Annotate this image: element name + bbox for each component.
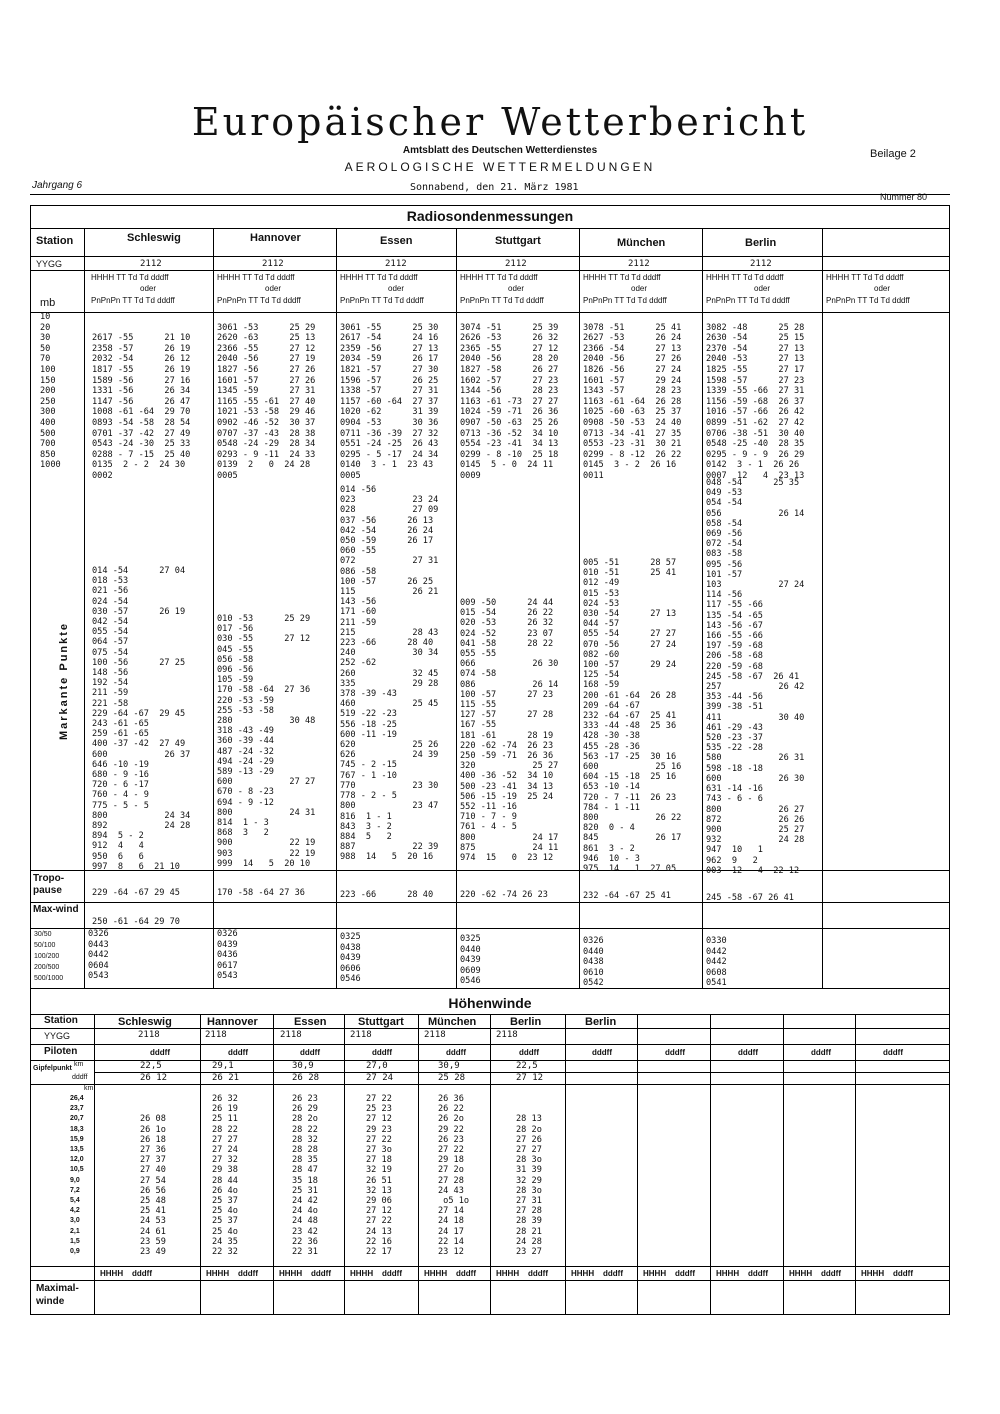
hw-max-hhhh: HHHH [206,1269,230,1278]
mark-data-essen: 014 -56 023 23 24 028 27 09 037 -56 26 13 042 -54 26 24 050 -59 26 17 060 -55 072 27 31 086 -58 100 -57 26 25 115 26 21 143 -56 171 -60 211 -59 215 28 43 223 -66 28 40 240 30 34 252 -62 260 32 45 335 29 28 378 -39 -43 460 25 45 519 -22 -23 556 -18 -25 600 -11 -19 620 25 26 626 24 39 745 - 2 -15 767 - 1 -10 770 23 30 778 - 2 - 5 800 23 47 816 1 - 1 843 3 - 2 884 5 2 887 22 39 988 14 5 20 16 [340,485,439,863]
hw-gipfel-km: 29,1 [212,1061,234,1071]
station-name: Essen [380,235,413,247]
hw-max-hhhh: HHHH [424,1269,448,1278]
station-name: Berlin [745,237,777,249]
hw-gipfel-dddff: 27 24 [366,1073,394,1083]
grid-line [456,228,457,988]
hw-winds-muenchen: 26 36 26 22 26 2o 29 22 26 23 27 22 29 18 27 2o 27 28 24 43 o5 1o 27 14 24 18 24 17 22 14 23 12 [438,1094,470,1258]
issue-date: Sonnabend, den 21. März 1981 [410,182,579,193]
hw-max-hhhh: HHHH [571,1269,595,1278]
hw-dddff: dddff [665,1048,685,1057]
pressure-levels: 10 20 30 50 70 100 150 200 250 300 400 500 700 850 1000 [40,312,61,471]
hw-station-name: Hannover [207,1016,258,1028]
grid-line [702,228,703,988]
hw-max-hhhh: HHHH [861,1269,885,1278]
station-data-essen: 3061 -55 25 30 2617 -54 24 16 2359 -56 27 13 2034 -59 26 17 1821 -57 27 30 1596 -57 26 25 1338 -57 27 31 1157 -60 -64 27 37 1020 -62 31 39 0904 -53 30 36 0711 -36 -39 27 32 0551 -24 -25 26 43 0295 - 5 -17 24 34 0140 3 - 1 23 43 0005 [340,322,439,481]
hw-station-name: Berlin [510,1016,542,1028]
hw-dddff: dddff [372,1048,392,1057]
mark-data-hannover: 010 -53 25 29 017 -56 030 -55 27 12 045 -55 056 -58 096 -56 105 -59 170 -58 -64 27 36 220 -53 -59 255 -53 -58 280 30 48 318 -43 -49 360 -39 -44 487 -24 -32 494 -24 -29 589 -13 -29 600 27 27 670 - 8 -23 694 - 9 -12 800 24 31 814 1 - 3 868 3 2 900 22 19 903 22 19 999 14 5 20 10 [217,614,316,869]
grid-line [30,902,950,903]
hw-winds-berlin: 28 13 28 2o 27 26 27 27 28 3o 31 39 32 29 28 3o 27 31 27 28 28 39 28 21 24 28 23 27 [516,1114,542,1258]
mb-label: mb [40,297,56,309]
tropo-essen: 223 -66 28 40 [340,890,434,900]
hw-piloten-label: Piloten [44,1046,78,1057]
hw-gipfel-km: 30,9 [438,1061,460,1071]
hw-max-dddff: dddff [382,1269,402,1278]
grid-line [637,1014,638,1314]
hw-dddff: dddff [519,1048,539,1057]
station-data-hannover: 3061 -53 25 29 2620 -63 25 13 2366 -55 27 12 2040 -56 27 19 1827 -56 27 26 1601 -57 27 26 1345 -59 27 31 1165 -55 -61 27 40 1021 -53 -58 29 46 0902 -46 -52 30 37 0707 -37 -43 28 38 0548 -24 -29 28 34 0293 - 9 -11 24 33 0139 2 0 24 28 0005 [217,322,316,481]
hw-yygg: 2118 [424,1030,446,1040]
grid-line [30,270,950,271]
grid-line [579,228,580,988]
hw-max-hhhh: HHHH [350,1269,374,1278]
hw-winds-schleswig: 26 08 26 1o 26 18 27 36 27 37 27 40 27 54 26 56 25 48 25 41 24 53 24 61 23 59 23 49 [140,1114,166,1258]
station-name: Schleswig [127,232,181,244]
hw-max-hhhh: HHHH [716,1269,740,1278]
grid-line [30,928,950,929]
hw-station-label: Station [44,1015,78,1026]
col-header-oder: oder [265,284,282,293]
hw-dddff: dddff [228,1048,248,1057]
hw-yygg: 2118 [350,1030,372,1040]
hw-gipfel-dddff: 26 28 [292,1073,320,1083]
grid-line [418,1014,419,1314]
grid-line [273,1014,274,1314]
hw-dddff: dddff [811,1048,831,1057]
hw-km-label: km [84,1085,94,1092]
hw-station-name: Stuttgart [358,1016,404,1028]
beilage-label: Beilage 2 [870,148,916,160]
radio-section-title: Radiosondenmessungen [406,208,574,224]
hw-winds-stuttgart: 27 22 25 23 27 12 29 23 27 22 27 3o 27 18 32 19 26 51 32 13 29 06 27 12 27 22 24 13 22 16 22 17 [366,1094,392,1258]
hw-dddff: dddff [883,1048,903,1057]
hw-km-label: km [74,1061,84,1068]
jahrgang-label: Jahrgang 6 [32,180,83,191]
yygg-value: 2112 [628,259,650,269]
yygg-value: 2112 [140,259,162,269]
hw-max-hhhh: HHHH [279,1269,303,1278]
hw-gipfel-km: 22,5 [516,1061,538,1071]
hw-max-dddff: dddff [311,1269,331,1278]
station-name: Hannover [250,232,301,244]
yygg-value: 2112 [262,259,284,269]
col-header-oder: oder [754,284,771,293]
tropo-muenchen: 232 -64 -67 25 41 [583,891,671,901]
grid-line [213,228,214,988]
hw-station-name: Berlin [585,1016,617,1028]
hw-gipfel-km: 30,9 [292,1061,314,1071]
hw-max-hhhh: HHHH [643,1269,667,1278]
col-header: HHHH TT Td Td dddff [460,273,538,282]
hw-gipfel-km: 22,5 [140,1061,162,1071]
hw-dddff: dddff [592,1048,612,1057]
hw-winds-essen: 26 23 26 29 28 2o 28 22 28 32 28 28 28 35 28 47 35 18 25 31 24 42 24 4o 24 48 23 42 22 36 22 31 [292,1094,318,1258]
station-label: Station [36,235,74,247]
hw-dddff: dddff [150,1048,170,1057]
col-header: PnPnPn TT Td Td dddff [340,296,424,305]
grid-line [855,1014,856,1314]
hw-gipfel-dddff: 26 21 [212,1073,240,1083]
hw-yygg: 2118 [138,1030,160,1040]
grid-line [30,256,950,257]
hw-dddff: dddff [738,1048,758,1057]
page-title: Europäischer Wetterbericht [191,100,809,144]
tropo-hannover: 170 -58 -64 27 36 [217,888,305,898]
col-header-oder: oder [140,284,157,293]
station-data-schleswig: 2617 -55 21 10 2358 -57 26 19 2032 -54 26 12 1817 -55 26 19 1589 -56 27 16 1331 -56 26 34 1147 -56 26 47 1008 -61 -64 29 70 0893 -54 -58 28 54 0701 -37 -42 27 49 0543 -24 -30 25 33 0288 - 7 -15 25 40 0135 2 - 2 24 30 0002 [92,333,191,481]
tropo-schleswig: 229 -64 -67 29 45 [92,888,180,898]
hw-station-name: Essen [294,1016,327,1028]
markante-punkte-label: Markante Punkte [58,621,70,740]
hw-yygg: 2118 [280,1030,302,1040]
shear-berlin: 0330 0442 0442 0608 0541 [706,936,727,989]
tropo-berlin: 245 -58 -67 26 41 [706,893,794,903]
mark-data-schleswig: 014 -54 27 04 018 -53 021 -56 024 -54 030 -57 26 19 042 -54 055 -54 064 -57 075 -54 100 -56 27 25 148 -56 192 -54 211 -59 221 -58 229 -64 -67 29 45 243 -61 -65 259 -61 -65 400 -37 -42 27 49 600 26 37 646 -10 -19 680 - 9 -16 720 - 6 -17 760 - 4 - 9 775 - 5 - 5 800 24 34 892 24 28 894 5 - 2 912 4 4 950 6 6 997 8 6 21 10 [92,566,191,872]
shear-stuttgart: 0325 0440 0439 0609 0546 [460,934,481,987]
grid-line [344,1014,345,1314]
hw-station-name: München [428,1016,477,1028]
grid-line [710,1014,711,1314]
col-header: PnPnPn TT Td Td dddff [583,296,667,305]
col-header: HHHH TT Td Td dddff [340,273,418,282]
col-header: PnPnPn TT Td Td dddff [91,296,175,305]
hw-gipfel-km: 27,0 [366,1061,388,1071]
hw-max-dddff: dddff [238,1269,258,1278]
shear-muenchen: 0326 0440 0438 0610 0542 [583,936,604,989]
hw-heights: 26,4 23,7 20,7 18,3 15,9 13,5 12,0 10,5 9,0 7,2 5,4 4,2 3,0 2,1 1,5 0,9 [70,1095,84,1256]
col-header: HHHH TT Td Td dddff [826,273,904,282]
station-data-berlin: 3082 -48 25 28 2630 -54 25 15 2370 -54 27 13 2040 -53 27 13 1825 -55 27 17 1598 -57 27 23 1339 -55 -66 27 31 1156 -59 -68 26 37 1016 -57 -66 26 42 0899 -51 -62 27 42 0706 -38 -51 30 40 0548 -25 -40 28 35 0295 - 9 - 9 26 29 0142 3 - 1 26 26 0007 12 4 23 13 [706,322,805,481]
mark-data-berlin: 048 -54 25 35 049 -53 054 -54 056 26 14 058 -54 069 -56 072 -54 083 -58 095 -56 101 -57 103 27 24 114 -56 117 -55 -66 135 -54 -65 143 -56 -67 166 -55 -66 197 -59 -68 206 -58 -68 220 -59 -68 245 -58 -67 26 41 257 26 42 353 -44 -56 399 -38 -51 411 30 40 461 -29 -43 520 -23 -37 535 -22 -28 580 26 31 598 -18 -18 600 26 30 631 -14 -16 743 - 6 - 6 800 26 27 872 26 26 900 25 27 932 24 28 947 10 1 962 9 2 003 12 4 22 12 [706,478,805,876]
hw-yygg-label: YYGG [44,1031,71,1041]
hw-station-name: Schleswig [118,1016,172,1028]
yygg-value: 2112 [505,259,527,269]
hw-max-dddff: dddff [821,1269,841,1278]
grid-line [783,1014,784,1314]
col-header-oder: oder [508,284,525,293]
hw-max-hhhh: HHHH [789,1269,813,1278]
grid-line [94,1014,95,1314]
hw-dddff: dddff [446,1048,466,1057]
col-header: HHHH TT Td Td dddff [217,273,295,282]
page-subtitle: Amtsblatt des Deutschen Wetterdienstes [402,145,598,156]
header-rule [30,194,950,195]
station-data-stuttgart: 3074 -51 25 39 2626 -53 26 32 2365 -55 27 12 2040 -56 28 20 1827 -58 26 27 1602 -57 27 23 1344 -56 28 23 1163 -61 -73 27 27 1024 -59 -71 26 36 0907 -50 -63 25 26 0713 -36 -52 34 10 0554 -23 -41 34 13 0299 - 8 -10 25 18 0145 5 - 0 24 11 0009 [460,322,559,481]
maxwind-label: Max-wind [33,904,79,915]
station-data-muenchen: 3078 -51 25 41 2627 -53 26 24 2366 -54 27 13 2040 -56 27 26 1826 -56 27 24 1601 -57 29 24 1343 -57 28 23 1163 -61 -64 26 28 1025 -60 -63 25 37 0908 -50 -53 24 40 0713 -34 -41 27 35 0553 -23 -31 30 21 0299 - 8 -12 26 22 0145 3 - 2 26 16 0011 [583,322,682,481]
col-header-oder: oder [874,284,891,293]
hw-yygg: 2118 [205,1030,227,1040]
hw-maximal-label: Maximal-winde [36,1283,79,1307]
col-header: PnPnPn TT Td Td dddff [826,296,910,305]
hw-max-dddff: dddff [528,1269,548,1278]
col-header-oder: oder [388,284,405,293]
grid-line [30,228,950,229]
hw-max-dddff: dddff [132,1269,152,1278]
shear-hannover: 0326 0439 0436 0617 0543 [217,929,238,982]
yygg-value: 2112 [385,259,407,269]
grid-line [822,228,823,988]
grid-line [565,1014,566,1314]
col-header: HHHH TT Td Td dddff [706,273,784,282]
section-title: AEROLOGISCHE WETTERMELDUNGEN [344,160,656,174]
grid-line [200,1014,201,1314]
hw-dddff-label: dddff [72,1074,88,1081]
col-header: PnPnPn TT Td Td dddff [706,296,790,305]
tropo-stuttgart: 220 -62 -74 26 23 [460,890,548,900]
mark-data-stuttgart: 009 -50 24 44 015 -54 26 22 020 -53 26 32 024 -52 23 07 041 -58 28 22 055 -55 066 26 30 074 -58 086 26 14 100 -57 27 23 115 -55 127 -57 27 28 167 -55 181 -61 28 19 220 -62 -74 26 23 250 -59 -71 26 36 320 25 27 400 -36 -52 34 10 500 -23 -41 34 13 506 -15 -19 25 24 552 -11 -16 710 - 7 - 9 761 - 4 - 5 800 24 17 875 24 11 974 15 0 23 12 [460,598,559,864]
issue-number: Nummer 80 [880,192,928,202]
hw-yygg: 2118 [496,1030,518,1040]
maxwind-schleswig: 250 -61 -64 29 70 [92,917,180,927]
grid-line [336,228,337,988]
hw-winds-hannover: 26 32 26 19 25 11 28 22 27 27 27 24 27 32 29 38 28 44 26 4o 25 37 25 4o 25 37 25 4o 24 35 22 32 [212,1094,238,1258]
grid-line [84,228,85,988]
col-header: HHHH TT Td Td dddff [583,273,661,282]
hw-max-dddff: dddff [675,1269,695,1278]
grid-line [490,1014,491,1314]
hw-gipfel-dddff: 25 28 [438,1073,466,1083]
hw-gipfel-label: Gipfelpunkt [33,1065,72,1072]
tropopause-label: Tropo-pause [33,873,65,896]
col-header-oder: oder [631,284,648,293]
shear-levels: 30/50 50/100 100/200 200/500 500/1000 [34,931,64,982]
col-header: HHHH TT Td Td dddff [91,273,169,282]
station-name: München [617,237,666,249]
hw-max-hhhh: HHHH [496,1269,520,1278]
hw-dddff: dddff [300,1048,320,1057]
hoehen-section-title: Höhenwinde [448,995,532,1011]
hw-max-hhhh: HHHH [100,1269,124,1278]
hw-max-dddff: dddff [603,1269,623,1278]
hw-max-dddff: dddff [456,1269,476,1278]
hw-gipfel-dddff: 26 12 [140,1073,168,1083]
grid-line [30,988,950,989]
shear-essen: 0325 0438 0439 0606 0546 [340,932,361,985]
yygg-value: 2112 [750,259,772,269]
hw-max-dddff: dddff [748,1269,768,1278]
mark-data-muenchen: 005 -51 28 57 010 -51 25 41 012 -49 015 -53 024 -53 030 -54 27 13 044 -57 055 -54 27 27 070 -56 27 24 082 -60 100 -57 29 24 125 -54 168 -59 200 -61 -64 26 28 209 -64 -67 232 -64 -67 25 41 333 -44 -48 25 36 428 -30 -38 455 -28 -36 563 -17 -25 30 16 600 25 16 604 -15 -18 25 16 653 -10 -14 720 - 7 -11 26 23 784 - 1 -11 800 26 22 820 0 - 4 845 26 17 861 3 - 2 946 10 - 3 975 14 1 27 05 [583,558,682,875]
hw-gipfel-dddff: 27 12 [516,1073,544,1083]
station-name: Stuttgart [495,235,541,247]
shear-schleswig: 0326 0443 0442 0604 0543 [88,929,109,982]
col-header: PnPnPn TT Td Td dddff [460,296,544,305]
yygg-label: YYGG [36,259,63,269]
col-header: PnPnPn TT Td Td dddff [217,296,301,305]
hw-max-dddff: dddff [893,1269,913,1278]
